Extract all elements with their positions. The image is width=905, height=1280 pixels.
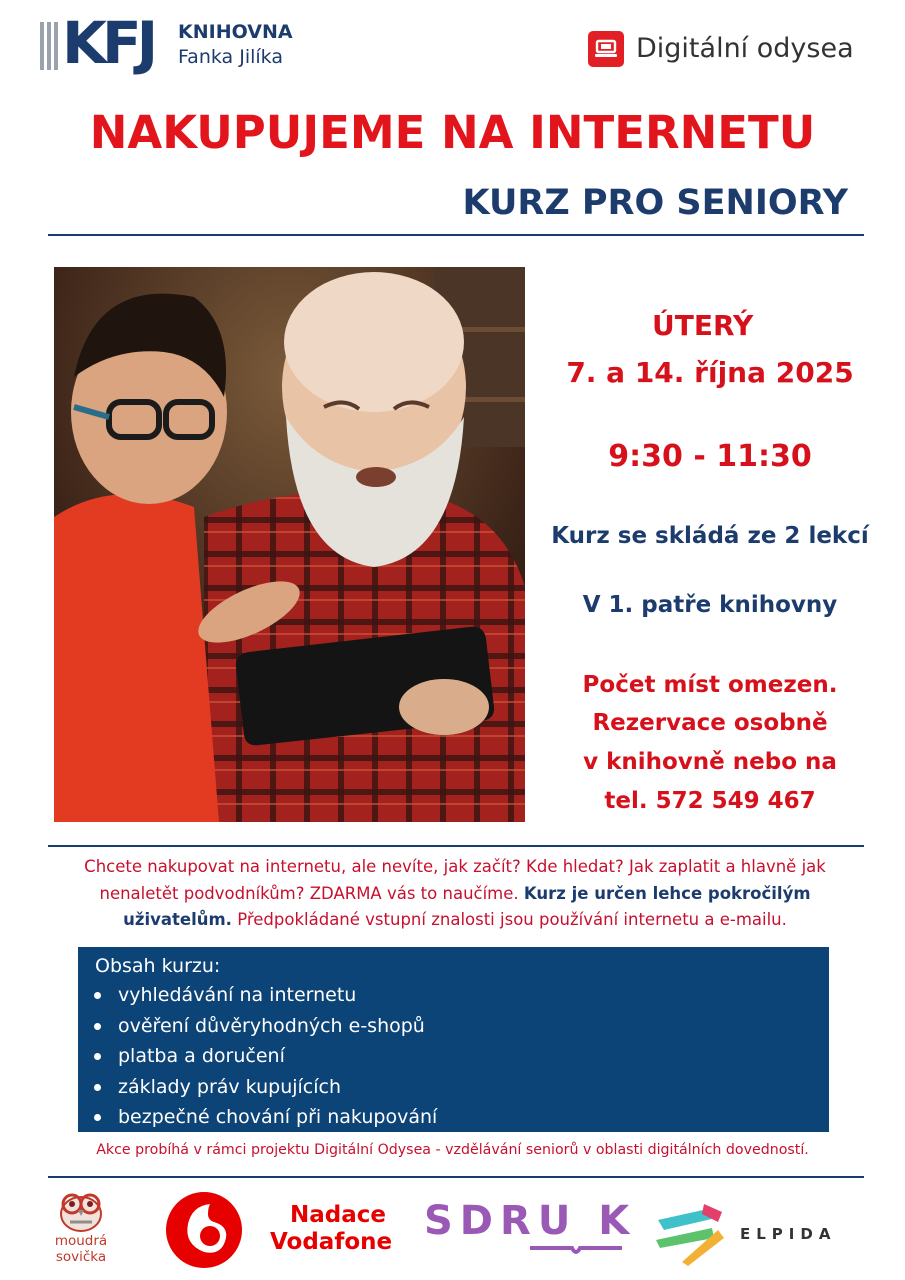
event-time: 9:30 - 11:30 (608, 439, 812, 474)
capacity-note: Počet míst omezen. (582, 672, 838, 698)
event-location: V 1. patře knihovny (582, 592, 838, 618)
bullet-icon (94, 1023, 101, 1030)
list-item: ověření důvěryhodných e-shopů (78, 1011, 437, 1042)
reservation-line-1: Rezervace osobně (592, 710, 828, 736)
course-content-box (78, 947, 829, 1132)
event-dates: 7. a 14. října 2025 (566, 356, 854, 389)
course-content-list (78, 980, 437, 1133)
owl-icon (52, 1186, 110, 1232)
digital-odysea-brand: Digitální odysea (636, 33, 854, 64)
elpida-logo: ELPIDA (740, 1225, 837, 1243)
page-subtitle: KURZ PRO SENIORY (462, 183, 848, 223)
sdruk-logo: SDRU K (424, 1198, 637, 1244)
list-item: základy práv kupujících (78, 1072, 437, 1103)
library-logo-letters: KFJ (62, 9, 154, 77)
library-name: KNIHOVNA (178, 21, 293, 43)
bullet-icon (94, 1114, 101, 1121)
list-item: bezpečné chování při nakupování (78, 1102, 437, 1133)
course-content-title: Obsah kurzu: (95, 955, 221, 977)
description-text-2: Předpokládané vstupní znalosti jsou používání internetu a e-mailu. (231, 910, 787, 929)
top-divider (48, 234, 864, 236)
lessons-count: Kurz se skládá ze 2 lekcí (551, 523, 869, 549)
bullet-icon (94, 1053, 101, 1060)
phone-number: tel. 572 549 467 (604, 788, 816, 814)
list-item: platba a doručení (78, 1041, 437, 1072)
description-bold: Kurz je určen lehce pokročilým uživatelům. (123, 883, 811, 929)
bullet-icon (94, 1084, 101, 1091)
library-subname: Fanka Jilíka (178, 46, 283, 68)
moudra-sovicka-logo: moudrá sovička (54, 1233, 108, 1265)
description-text-1: Chcete nakupovat na internetu, ale nevíte, jak začít? Kde hledat? Jak zaplatit a hlavně jak nenaletět podvodníkům? ZDARMA vás to naučíme. (84, 857, 826, 903)
middle-divider (48, 845, 864, 847)
event-day: ÚTERÝ (652, 309, 754, 342)
course-description (45, 854, 865, 934)
page-title: NAKUPUJEME NA INTERNETU (89, 106, 816, 159)
nadace-vodafone-logo: Nadace Vodafone (270, 1202, 393, 1255)
list-item: vyhledávání na internetu (78, 980, 437, 1011)
book-icon (528, 1244, 624, 1258)
elpida-icon (652, 1200, 732, 1270)
vodafone-icon (164, 1190, 244, 1270)
bottom-divider (48, 1176, 864, 1178)
bullet-icon (94, 992, 101, 999)
reservation-line-2: v knihovně nebo na (583, 749, 837, 775)
digital-odysea-icon (588, 31, 624, 67)
photo-grandfather-boy-tablet (54, 267, 525, 822)
project-note: Akce probíhá v rámci projektu Digitální Odysea - vzdělávání seniorů v oblasti digitálních dovedností. (96, 1142, 809, 1158)
